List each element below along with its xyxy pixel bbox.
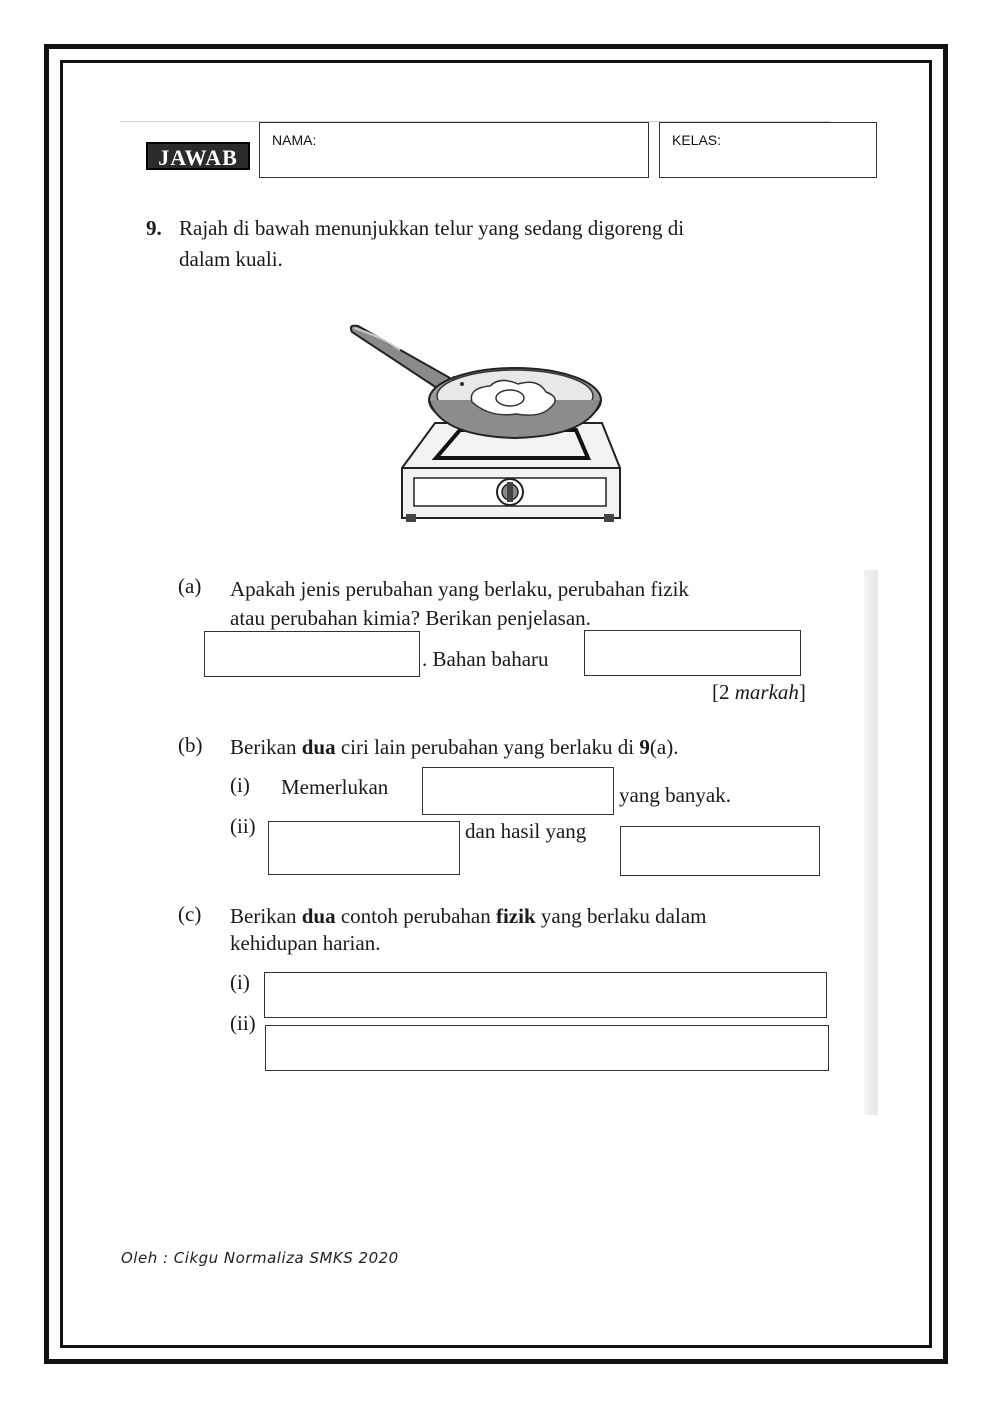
marks-close: ]	[798, 680, 806, 704]
class-label: KELAS:	[672, 132, 722, 148]
question-number: 9.	[146, 216, 162, 240]
part-c-ii-answer[interactable]	[265, 1025, 829, 1071]
frying-pan-egg-on-stove-icon	[340, 318, 630, 528]
part-a-label: (a)	[178, 574, 202, 598]
part-a-line2: atau perubahan kimia? Berikan penjelasan.	[230, 606, 591, 630]
answer-badge: JAWAB	[146, 142, 250, 170]
part-a-answer-type[interactable]	[204, 631, 420, 677]
part-b-ii-answer-1[interactable]	[268, 821, 460, 875]
part-b-i-after: yang banyak.	[619, 783, 731, 807]
part-c-i-label: (i)	[230, 970, 250, 994]
part-b-i-label: (i)	[230, 773, 250, 797]
part-b-label: (b)	[178, 733, 203, 757]
part-c-text-bold2: fizik	[495, 904, 536, 928]
part-c-ii-label: (ii)	[230, 1011, 256, 1035]
part-a-mid-text: . Bahan baharu	[422, 647, 549, 671]
part-a-answer-explanation[interactable]	[584, 630, 801, 676]
part-b-ii-answer-2[interactable]	[620, 826, 820, 876]
part-b-ref-bold: 9	[639, 735, 650, 759]
part-b-ref-post: (a).	[649, 735, 679, 759]
question-stem-line1: Rajah di bawah menunjukkan telur yang sedang digoreng di	[179, 216, 685, 240]
part-b-text-post: ciri lain perubahan yang berlaku di	[335, 735, 640, 759]
part-c-text-pre: Berikan	[230, 904, 302, 928]
marks-word: markah	[734, 680, 799, 704]
part-b-ii-label: (ii)	[230, 814, 256, 838]
part-b-ii-text: dan hasil yang	[465, 819, 587, 843]
part-c-text-post: yang berlaku dalam	[535, 904, 707, 928]
part-a-line1: Apakah jenis perubahan yang berlaku, perubahan fizik	[230, 577, 689, 601]
part-c-label: (c)	[178, 902, 202, 926]
question-stem-line2: dalam kuali.	[179, 247, 283, 271]
part-c-text-bold: dua	[301, 904, 336, 928]
marks-open: [2	[712, 680, 735, 704]
part-b-text-pre: Berikan	[230, 735, 302, 759]
part-c-line2: kehidupan harian.	[230, 931, 381, 955]
part-c-question	[230, 904, 707, 929]
part-c-i-answer[interactable]	[264, 972, 827, 1018]
name-field[interactable]	[259, 122, 649, 178]
part-b-question	[230, 735, 678, 760]
footer-credit: Oleh : Cikgu Normaliza SMKS 2020	[121, 1249, 399, 1267]
part-b-i-answer[interactable]	[422, 767, 614, 815]
name-label: NAMA:	[272, 132, 317, 148]
part-c-text-mid: contoh perubahan	[335, 904, 496, 928]
class-field[interactable]	[659, 122, 877, 178]
scan-shadow	[864, 570, 878, 1115]
part-b-i-text: Memerlukan	[281, 775, 389, 799]
part-a-marks	[712, 680, 806, 705]
part-b-text-bold: dua	[301, 735, 336, 759]
